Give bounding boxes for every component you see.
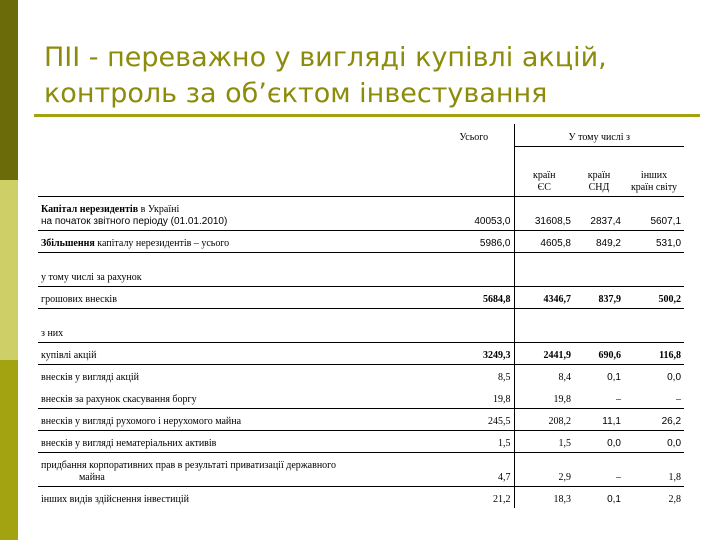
sidebar-top-block <box>0 0 18 180</box>
row-label: купівлі акцій <box>38 342 434 364</box>
table-row <box>38 252 684 286</box>
table-row <box>38 308 684 342</box>
header-row-top <box>38 124 684 146</box>
row-label: придбання корпоративних прав в результаті приватизації державного майна <box>38 452 434 486</box>
table-row: внесків у вигляді нематеріальних активів 1,5 1,5 0,0 0,0 <box>38 430 684 452</box>
title-underline <box>34 114 700 117</box>
table-row: придбання корпоративних прав в результаті приватизації державного майна 4,7 2,9 – 1,8 <box>38 452 684 486</box>
sidebar-bottom-block <box>0 360 18 540</box>
row-label: у тому числі за рахунок <box>38 252 434 286</box>
slide-title: ПІІ - переважно у вигляді купівлі акцій, контроль за об’єктом інвестування <box>44 42 607 109</box>
header-total: Усього <box>459 132 489 143</box>
table-row: Збільшення капіталу нерезидентів – усього 5986,0 4605,8 849,2 531,0 <box>38 230 684 252</box>
row-label: Капітал нерезидентів в Україні на початок звітного періоду (01.01.2010) <box>38 196 434 230</box>
row-label: внесків у вигляді нематеріальних активів <box>38 430 434 452</box>
table-row: внесків за рахунок скасування боргу 19,8 19,8 – – <box>38 386 684 408</box>
header-eu: країн ЄС <box>514 146 574 196</box>
header-row-bottom <box>38 146 684 196</box>
sidebar-middle-block <box>0 180 18 360</box>
row-label: внесків у вигляді рухомого і нерухомого майна <box>38 408 434 430</box>
table-row: купівлі акцій 3249,3 2441,9 690,6 116,8 <box>38 342 684 364</box>
row-label: Збільшення капіталу нерезидентів – усього <box>38 230 434 252</box>
row-label: інших видів здійснення інвестицій <box>38 486 434 508</box>
row-label: з них <box>38 308 434 342</box>
table-row: Капітал нерезидентів в Україні на початок звітного періоду (01.01.2010) 40053,0 31608,5 2837,4 5607,1 <box>38 196 684 230</box>
table-row: інших видів здійснення інвестицій 21,2 18,3 0,1 2,8 <box>38 486 684 508</box>
header-cis: країн СНД <box>574 146 624 196</box>
table-row: грошових внесків 5684,8 4346,7 837,9 500,2 <box>38 286 684 308</box>
row-label: внесків у вигляді акцій <box>38 364 434 386</box>
table-row: внесків у вигляді акцій 8,5 8,4 0,1 0,0 <box>38 364 684 386</box>
row-label: грошових внесків <box>38 286 434 308</box>
header-other: інших країн світу <box>624 146 684 196</box>
table-row: внесків у вигляді рухомого і нерухомого майна 245,5 208,2 11,1 26,2 <box>38 408 684 430</box>
header-including: У тому числі з <box>514 124 684 146</box>
row-label: внесків за рахунок скасування боргу <box>41 393 197 405</box>
investment-table <box>38 124 684 508</box>
